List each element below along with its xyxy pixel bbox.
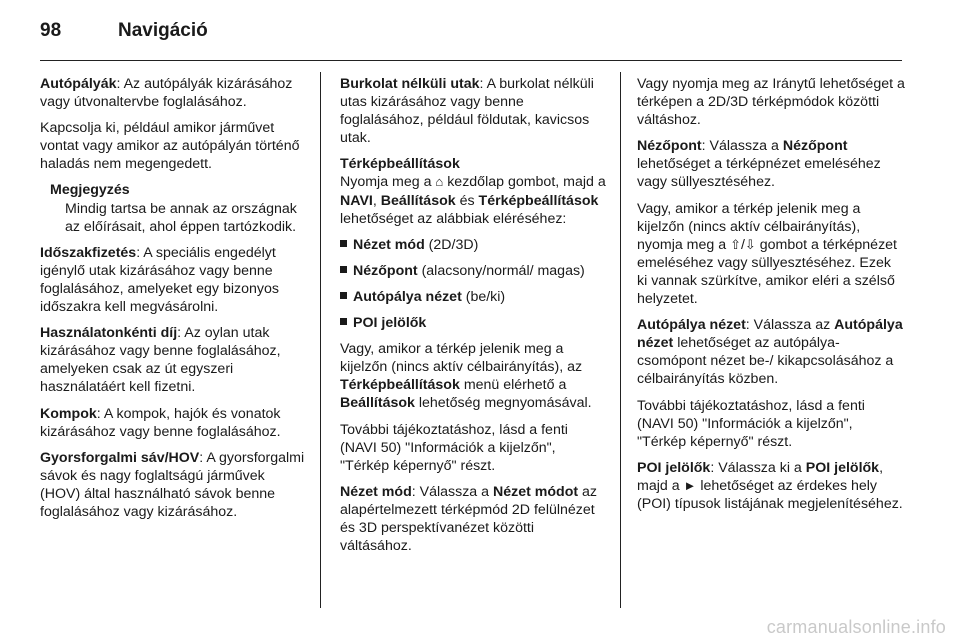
term: Kompok — [40, 405, 97, 422]
text: lehetőség megnyomásával. — [414, 395, 592, 412]
paragraph-hasznalat — [40, 324, 308, 396]
text: (be/ki) — [461, 288, 506, 305]
column-divider-1 — [320, 72, 321, 608]
column-1 — [40, 75, 308, 529]
text: az alapértelmezett térképmód 2D felülnézet és 3D perspektívanézet közötti váltásához. — [340, 483, 598, 555]
text: , majd a — [637, 459, 884, 494]
note-body: Mindig tartsa be annak az országnak az előírásait, ahol éppen tartózkodik. — [65, 200, 297, 235]
text: Vagy, amikor a térkép jelenik meg a kijelzőn (nincs aktív célbairányítás), az — [340, 341, 583, 376]
term: Térképbeállítások — [340, 377, 460, 394]
bullet-square — [340, 266, 347, 273]
text: : Válassza a — [411, 483, 493, 500]
term-beallitasok: Beállítások — [380, 192, 456, 209]
chapter-title: Navigáció — [118, 20, 208, 41]
text: Nyomja meg a — [340, 174, 436, 191]
paragraph-terkep-intro — [340, 173, 608, 227]
term: Nézőpont — [637, 138, 702, 155]
paragraph-iranytu: Vagy nyomja meg az Iránytű lehetőséget a térképen a 2D/3D térképmódok közötti váltáshoz. — [637, 76, 905, 129]
text: , — [372, 192, 381, 209]
text: (2D/3D) — [424, 236, 479, 253]
text: : Az autópályák kizárásához vagy útvonaltervbe foglalásához. — [40, 76, 293, 111]
term: POI jelölők — [353, 315, 427, 332]
term: Nézőpont — [353, 262, 418, 279]
section-heading-terkepbeallitasok: Térképbeállítások — [340, 156, 460, 173]
list-item — [340, 314, 608, 332]
header-rule — [40, 60, 902, 61]
term: Autópálya nézet — [637, 317, 903, 352]
term: Használatonkénti díj — [40, 325, 178, 342]
text: lehetőséget a térképnézet emeléséhez vagy süllyesztéséhez. — [637, 156, 881, 191]
watermark: carmanualsonline.info — [766, 617, 946, 637]
paragraph-nezopont — [637, 137, 905, 191]
text: Vagy, amikor a térkép jelenik meg a kijelzőn (nincs aktív célbairányítás), nyomja meg a — [637, 200, 861, 253]
arrow-up-icon: ⇧ — [730, 236, 741, 252]
text: lehetőséget az érdekes hely (POI) típusok listájának megjelenítéséhez. — [637, 477, 903, 512]
paragraph-tovabbi: További tájékoztatáshoz, lásd a fenti (NAVI 50) "Információk a kijelzőn", "Térkép képernyő" részt. — [637, 397, 865, 450]
paragraph-tovabbi: További tájékoztatáshoz, lásd a fenti (NAVI 50) "Információk a kijelzőn", "Térkép képernyő" részt. — [340, 421, 568, 474]
text: : A kompok, hajók és vonatok kizárásához vagy benne foglalásához. — [40, 405, 281, 440]
text: menü elérhető a — [459, 377, 567, 394]
term: Autópálya nézet — [353, 288, 462, 305]
paragraph-kapcsolja: Kapcsolja ki, például amikor járművet vontat vagy amikor az autópályán történő haladás nem megengedett. — [40, 120, 300, 173]
paragraph-nezet-mod — [340, 483, 608, 555]
paragraph-vagy-arrows — [637, 200, 905, 309]
paragraph-burkolat — [340, 75, 608, 147]
text: : Az oylan utak kizárásához vagy benne foglalásához, amelyeken csak az út egyszeri használatáért kell fizetni. — [40, 325, 281, 396]
text: : Válassza a — [701, 138, 783, 155]
text: és — [455, 192, 479, 209]
note-box — [50, 181, 308, 235]
term: Autópálya nézet — [637, 317, 746, 334]
paragraph-poi — [637, 459, 905, 513]
term: Burkolat nélküli utak — [340, 76, 480, 92]
term-terkepbeallitasok: Térképbeállítások — [478, 192, 599, 209]
text: (alacsony/normál/ magas) — [417, 262, 585, 279]
arrow-down-icon: ⇩ — [744, 236, 756, 252]
term: Nézet módot — [492, 483, 579, 500]
paragraph-gyorsforgalmi — [40, 449, 308, 521]
paragraph-kompok — [40, 405, 308, 441]
bullet-square — [340, 292, 347, 299]
text: : Válassza az — [745, 317, 835, 334]
text: : A burkolat nélküli utas kizárásához vagy benne foglalásához, például földutak, kavicsos utak. — [340, 76, 594, 147]
column-divider-2 — [620, 72, 621, 608]
term: POI jelölők — [637, 459, 711, 476]
column-3 — [637, 75, 905, 521]
text: lehetőséget az autópálya-csomópont nézet be-/ kikapcsolásához a célbairányítás közben. — [637, 335, 894, 388]
term: Nézet mód — [353, 236, 425, 253]
list-item — [340, 262, 608, 280]
list-item — [340, 288, 608, 306]
text: : A speciális engedélyt igénylő utak kizárásához vagy benne foglalásához, amelyeket egy bizonyos időszakra kell megvásárolni. — [40, 244, 279, 316]
text: : Válassza ki a — [710, 459, 806, 476]
paragraph-autopalya-nezet — [637, 316, 905, 388]
paragraph-idoszak — [40, 244, 308, 316]
paragraph-autopalyak — [40, 75, 308, 111]
bullet-square — [340, 318, 347, 325]
note-title: Megjegyzés — [50, 182, 130, 199]
text: lehetőséget az alábbiak eléréséhez: — [340, 210, 567, 227]
term-navi: NAVI — [340, 192, 373, 209]
column-2 — [340, 75, 608, 563]
text: kezdőlap gombot, majd a — [443, 174, 606, 191]
note-text — [50, 200, 308, 236]
text: / — [740, 236, 745, 253]
term: POI jelölők — [805, 459, 880, 476]
term: Gyorsforgalmi sáv/HOV — [40, 449, 200, 466]
list-item — [340, 236, 608, 254]
text: gombot a térképnézet emeléséhez vagy süllyesztéséhez. Ezek ki vannak szürkítve, amikor eléri a szélső helyzetet. — [637, 236, 898, 308]
term: Időszakfizetés — [40, 244, 137, 261]
play-arrow-icon: ► — [683, 477, 697, 493]
term: Nézőpont — [782, 138, 848, 155]
home-icon: ⌂ — [435, 174, 444, 190]
paragraph-vagy — [340, 340, 608, 412]
term: Beállítások — [340, 395, 415, 412]
text: : A gyorsforgalmi sávok és nagy foglaltságú járművek (HOV) által használható sávok benne foglalásához vagy kizárásához. — [40, 449, 305, 520]
page-number: 98 — [40, 20, 62, 41]
bullet-square — [340, 240, 347, 247]
term: Nézet mód — [340, 483, 412, 500]
term: Autópályák — [40, 76, 117, 92]
